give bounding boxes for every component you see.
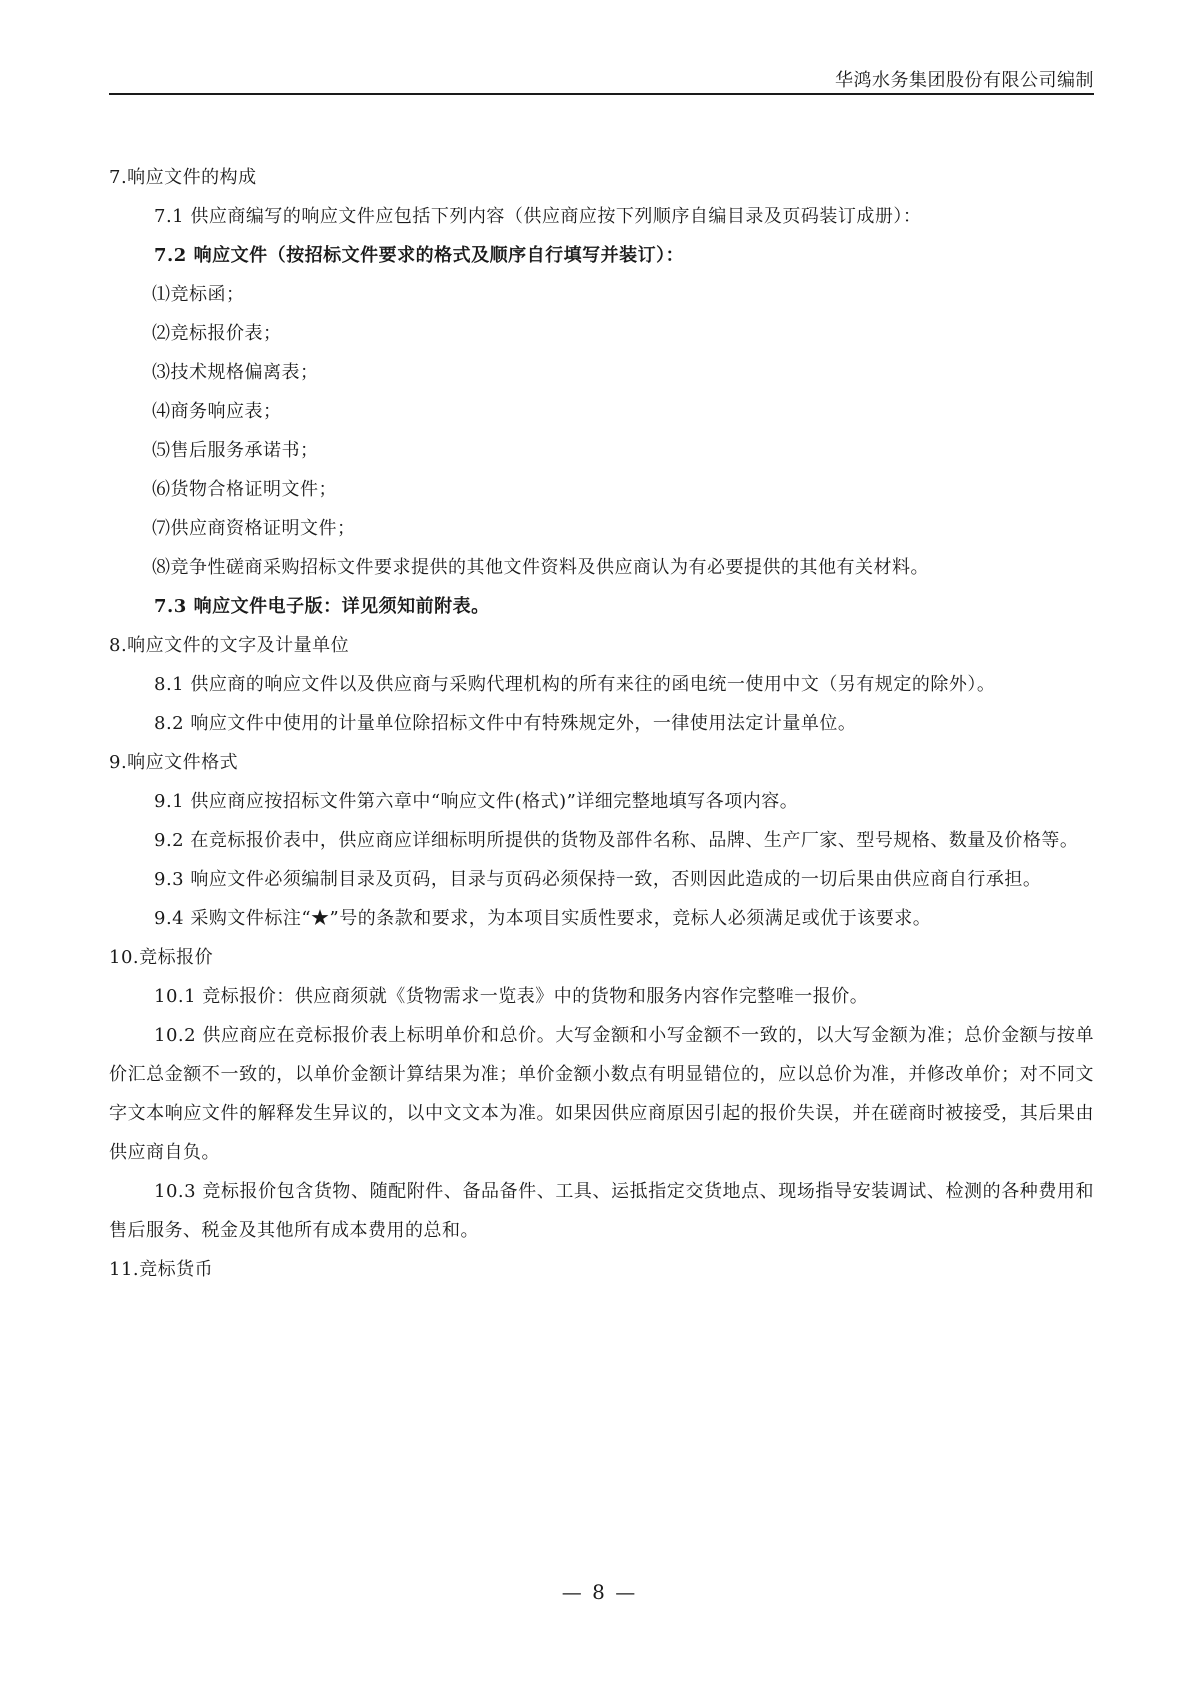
document-body: [109, 158, 1094, 1289]
list-item: ⑵竞标报价表；: [152, 323, 282, 344]
paragraph: 8.2 响应文件中使用的计量单位除招标文件中有特殊规定外，一律使用法定计量单位。: [154, 713, 857, 734]
page-number: — 8 —: [561, 1580, 638, 1604]
header-divider: [109, 93, 1094, 95]
paragraph: 10.1 竞标报价：供应商须就《货物需求一览表》中的货物和服务内容作完整唯一报价。: [154, 986, 869, 1007]
paragraph: 9.4 采购文件标注“★”号的条款和要求，为本项目实质性要求，竞标人必须满足或优于该要求。: [154, 908, 932, 929]
list-item: ⑶技术规格偏离表；: [152, 362, 319, 383]
paragraph: 10.2 供应商应在竞标报价表上标明单价和总价。大写金额和小写金额不一致的，以大写金额为准；总价金额与按单价汇总金额不一致的，以单价金额计算结果为准；单价金额小数点有明显错位的，应以总价为准，并修改单价；对不同文字文本响应文件的解释发生异议的，以中文文本为准。如果因供应商原因引起的报价失误，并在磋商时被接受，其后果由供应商自负。: [109, 1025, 1094, 1163]
list-item: ⑴竞标函；: [152, 284, 245, 305]
paragraph: 7.1 供应商编写的响应文件应包括下列内容（供应商应按下列顺序自编目录及页码装订成册）：: [154, 206, 922, 227]
paragraph: 8.1 供应商的响应文件以及供应商与采购代理机构的所有来往的函电统一使用中文（另有规定的除外）。: [154, 674, 996, 695]
paragraph: 7.响应文件的构成: [109, 167, 257, 188]
paragraph: 9.1 供应商应按招标文件第六章中“响应文件(格式)”详细完整地填写各项内容。: [154, 791, 799, 812]
list-item: ⑸售后服务承诺书；: [152, 440, 319, 461]
paragraph: 7.2 响应文件（按招标文件要求的格式及顺序自行填写并装订）：: [154, 245, 685, 266]
paragraph: 9.2 在竞标报价表中，供应商应详细标明所提供的货物及部件名称、品牌、生产厂家、型号规格、数量及价格等。: [154, 830, 1079, 851]
paragraph: 7.3 响应文件电子版：详见须知前附表。: [154, 596, 490, 617]
paragraph: 10.3 竞标报价包含货物、随配附件、备品备件、工具、运抵指定交货地点、现场指导安装调试、检测的各种费用和售后服务、税金及其他所有成本费用的总和。: [109, 1181, 1094, 1241]
list-item: ⑹货物合格证明文件；: [152, 479, 337, 500]
section-heading: 9.响应文件格式: [109, 752, 239, 773]
list-item: ⑺供应商资格证明文件；: [152, 518, 356, 539]
section-heading: 8.响应文件的文字及计量单位: [109, 635, 350, 656]
list-item: ⑷商务响应表；: [152, 401, 282, 422]
paragraph: 9.3 响应文件必须编制目录及页码，目录与页码必须保持一致，否则因此造成的一切后果由供应商自行承担。: [154, 869, 1042, 890]
header-company-name: 华鸿水务集团股份有限公司编制: [835, 70, 1094, 91]
section-heading: 11.竞标货币: [109, 1259, 214, 1280]
list-item: ⑻竞争性磋商采购招标文件要求提供的其他文件资料及供应商认为有必要提供的其他有关材料。: [152, 557, 929, 578]
section-heading: 10.竞标报价: [109, 947, 214, 968]
